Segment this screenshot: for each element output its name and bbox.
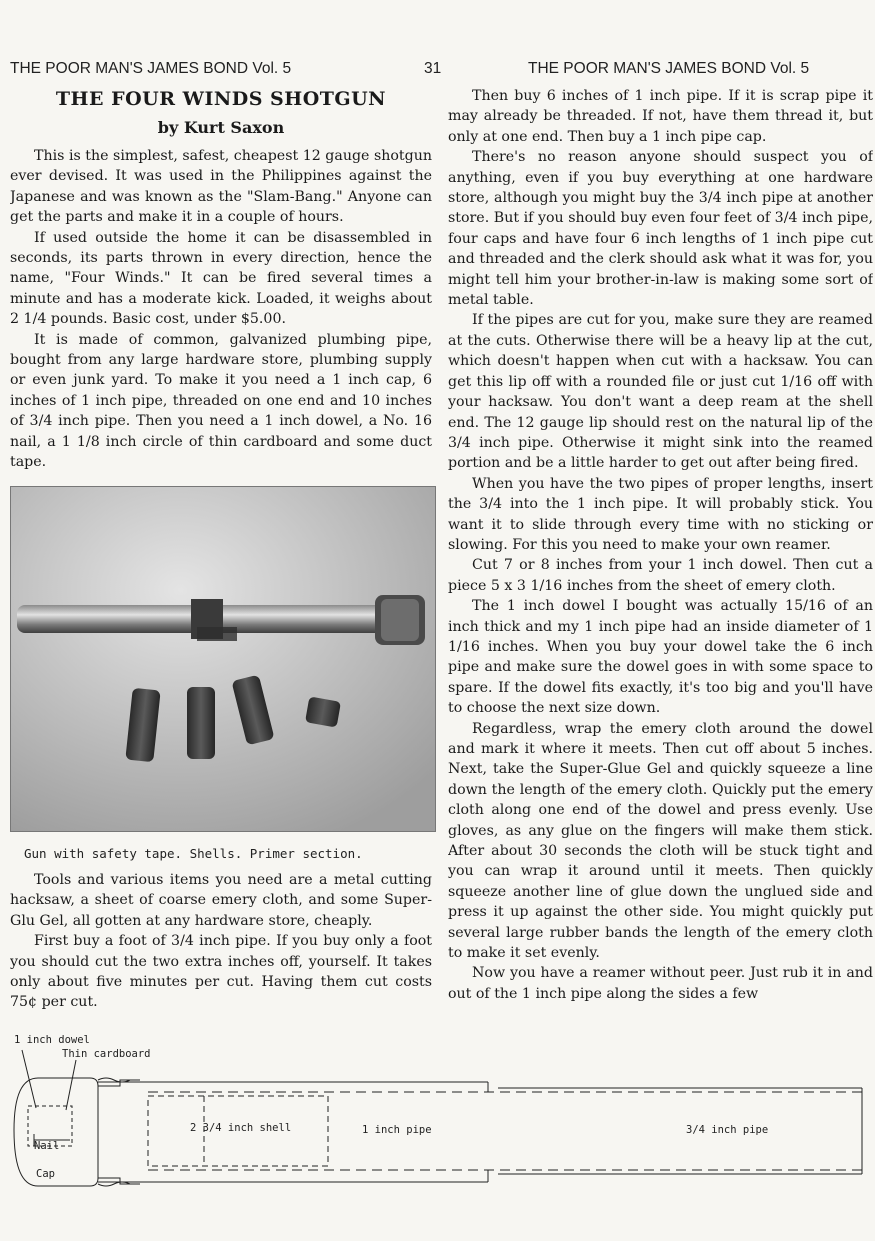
diagram-label-dowel: 1 inch dowel	[14, 1034, 90, 1046]
paragraph: When you have the two pipes of proper lengths, insert the 3/4 into the 1 inch pipe. It will probably stick. You want it to slide through every time with no sticking or slowing. For this you need to make your own reamer.	[448, 475, 873, 553]
shotgun-photo-illustration	[11, 487, 435, 831]
paragraph: If used outside the home it can be disassembled in seconds, its parts thrown in every direction, hence the name, "Four Winds." It can be fired several times a minute and has a moderate kick. Loaded, it weighs about 2 1/4 pounds. Basic cost, under $5.00.	[10, 229, 432, 328]
paragraph: Now you have a reamer without peer. Just rub it in and out of the 1 inch pipe along the sides a few	[448, 965, 873, 1002]
diagram-label-shell: 2 3/4 inch shell	[190, 1122, 292, 1134]
article-title: THE FOUR WINDS SHOTGUN	[55, 88, 387, 110]
paragraph: Regardless, wrap the emery cloth around the dowel and mark it where it meets. Then cut off about 5 inches. Next, take the Super-Glue Gel and quickly squeeze a line down the length of the emery cloth. Quickly put the emery cloth along one end of the dowel and press evenly. Use gloves, as any glue on the fingers will make them stick. After about 30 seconds the cloth will be stuck tight and you can wrap it around until it meets. Then quickly squeeze another line of glue down the unglued side and press it up against the other side. You might quickly put several large rubber bands the length of the emery cloth to make it set evenly.	[448, 720, 873, 962]
photo-caption: Gun with safety tape. Shells. Primer section.	[24, 846, 363, 861]
article-byline: by Kurt Saxon	[157, 118, 285, 137]
diagram-label-nail: Nail	[34, 1140, 60, 1152]
page-number: 31	[424, 60, 442, 77]
paragraph: If the pipes are cut for you, make sure they are reamed at the cuts. Otherwise there will be a heavy lip at the cut, which doesn't happen when cut with a hacksaw. You can get this lip off with a rounded file or just cut 1/16 off with your hacksaw. You don't want a deep ream at the shell end. The 12 gauge lip should rest on the natural lip of the 3/4 inch pipe. Otherwise it might sink into the reamed portion and be a little harder to get out after being fired.	[448, 312, 873, 472]
running-header-right: THE POOR MAN'S JAMES BOND Vol. 5	[528, 60, 810, 77]
right-column	[448, 86, 873, 1062]
paragraph: This is the simplest, safest, cheapest 12 gauge shotgun ever devised. It was used in the Philippines against the Japanese and was known as the "Slam-Bang." Anyone can get the parts and make it in a couple of hours.	[10, 148, 432, 226]
left-column-bottom	[10, 870, 432, 1030]
paragraph: The 1 inch dowel I bought was actually 15/16 of an inch thick and my 1 inch pipe had an inside diameter of 1 1/16 inches. When you buy your dowel take the 6 inch pipe and make sure the dowel goes in with some space to spare. If the dowel fits exactly, it's too big and you'll have to choose the next size down.	[448, 598, 873, 717]
diagram-label-cap: Cap	[36, 1168, 55, 1180]
diagram-label-1-inch-pipe: 1 inch pipe	[362, 1124, 432, 1136]
diagram-label-cardboard: Thin cardboard	[62, 1048, 151, 1060]
paragraph: It is made of common, galvanized plumbing pipe, bought from any large hardware store, plumbing supply or even junk yard. To make it you need a 1 inch cap, 6 inches of 1 inch pipe, threaded on one end and 10 inches of 3/4 inch pipe. Then you need a 1 inch dowel, a No. 16 nail, a 1 1/8 inch circle of thin cardboard and some duct tape.	[10, 331, 432, 471]
paragraph: First buy a foot of 3/4 inch pipe. If you buy only a foot you should cut the two extra inches off, yourself. It takes only about five minutes per cut. Having them cut costs 75¢ per cut.	[10, 933, 432, 1011]
paragraph: Then buy 6 inches of 1 inch pipe. If it is scrap pipe it may already be threaded. If not, have them thread it, but only at one end. Then buy a 1 inch pipe cap.	[448, 88, 873, 145]
paragraph: Tools and various items you need are a metal cutting hacksaw, a sheet of coarse emery cloth, and some Super-Glu Gel, all gotten at any hardware store, cheaply.	[10, 872, 432, 929]
running-header-left: THE POOR MAN'S JAMES BOND Vol. 5	[10, 60, 292, 77]
paragraph: Cut 7 or 8 inches from your 1 inch dowel. Then cut a piece 5 x 3 1/16 inches from the sheet of emery cloth.	[448, 557, 873, 594]
paragraph: There's no reason anyone should suspect you of anything, even if you buy everything at one hardware store, although you might buy the 3/4 inch pipe at another store. But if you should buy even four feet of 3/4 inch pipe, four caps and have four 6 inch lengths of 1 inch pipe cut and threaded and the clerk should ask what it was for, you might tell him your brother-in-law is making some sort of metal table.	[448, 149, 873, 309]
diagram-label-three-quarter-pipe: 3/4 inch pipe	[686, 1124, 769, 1136]
shotgun-photo	[10, 486, 436, 832]
left-column-top	[10, 146, 432, 480]
